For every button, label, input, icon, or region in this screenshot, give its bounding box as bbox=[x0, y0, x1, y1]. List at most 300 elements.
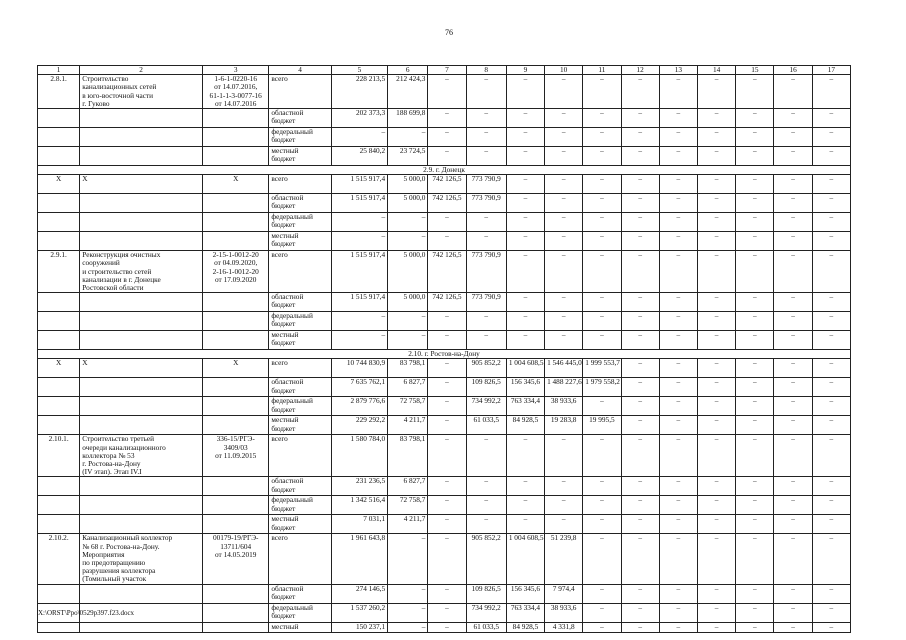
value-cell: – bbox=[331, 213, 387, 232]
value-cell: – bbox=[736, 312, 774, 331]
value-cell: – bbox=[812, 397, 850, 416]
value-cell: – bbox=[659, 378, 697, 397]
value-cell: 4 211,7 bbox=[388, 515, 428, 534]
value-cell: – bbox=[545, 109, 583, 128]
value-cell: 1 488 227,6 bbox=[545, 378, 583, 397]
value-cell: – bbox=[698, 477, 736, 496]
value-cell: – bbox=[428, 435, 466, 477]
funding-source-cell: областной бюджет bbox=[269, 194, 331, 213]
value-cell: – bbox=[428, 232, 466, 251]
value-cell: – bbox=[698, 603, 736, 622]
funding-source-cell: федеральный бюджет bbox=[269, 128, 331, 147]
value-cell: – bbox=[736, 435, 774, 477]
value-cell: 6 827,7 bbox=[388, 477, 428, 496]
value-cell: – bbox=[583, 194, 621, 213]
value-cell: 1 979 558,2 bbox=[583, 378, 621, 397]
value-cell: – bbox=[506, 477, 544, 496]
expertise-cell bbox=[203, 378, 269, 397]
object-name-cell bbox=[80, 147, 203, 166]
funding-source-cell: местный бюджет bbox=[269, 232, 331, 251]
object-name-cell: Строительство канализационных сетей в юго-восточной части г. Гуково bbox=[80, 75, 203, 109]
value-cell: – bbox=[621, 232, 659, 251]
funding-source-cell: федеральный бюджет bbox=[269, 312, 331, 331]
value-cell: – bbox=[388, 128, 428, 147]
value-cell: – bbox=[583, 435, 621, 477]
value-cell: 72 758,7 bbox=[388, 397, 428, 416]
table-row bbox=[38, 312, 851, 331]
value-cell: – bbox=[812, 477, 850, 496]
value-cell: – bbox=[736, 175, 774, 194]
value-cell: 150 237,1 bbox=[331, 622, 387, 632]
value-cell: 83 798,1 bbox=[388, 359, 428, 378]
value-cell: – bbox=[583, 622, 621, 632]
value-cell: 1 515 917,4 bbox=[331, 251, 387, 293]
value-cell: – bbox=[466, 496, 506, 515]
table-header-row bbox=[38, 66, 851, 75]
value-cell: – bbox=[388, 534, 428, 584]
value-cell: – bbox=[506, 109, 544, 128]
value-cell: – bbox=[621, 496, 659, 515]
value-cell: – bbox=[812, 603, 850, 622]
item-number-cell: Х bbox=[38, 175, 80, 194]
funding-source-cell: местный bbox=[269, 622, 331, 632]
value-cell: – bbox=[698, 312, 736, 331]
value-cell: – bbox=[774, 232, 812, 251]
value-cell: – bbox=[698, 147, 736, 166]
page-number: 76 bbox=[445, 28, 453, 37]
value-cell: 109 826,5 bbox=[466, 378, 506, 397]
value-cell: – bbox=[583, 603, 621, 622]
value-cell: – bbox=[736, 496, 774, 515]
value-cell: – bbox=[583, 109, 621, 128]
column-header: 2 bbox=[80, 66, 203, 75]
value-cell: – bbox=[698, 194, 736, 213]
table-row bbox=[38, 251, 851, 293]
value-cell: – bbox=[506, 312, 544, 331]
value-cell: – bbox=[659, 534, 697, 584]
value-cell: – bbox=[388, 622, 428, 632]
value-cell: – bbox=[812, 622, 850, 632]
funding-source-cell: всего bbox=[269, 75, 331, 109]
value-cell: – bbox=[583, 312, 621, 331]
value-cell: 734 992,2 bbox=[466, 397, 506, 416]
column-header: 1 bbox=[38, 66, 80, 75]
value-cell: – bbox=[545, 312, 583, 331]
value-cell: 742 126,5 bbox=[428, 293, 466, 312]
value-cell: – bbox=[812, 175, 850, 194]
value-cell: – bbox=[583, 397, 621, 416]
value-cell: 23 724,5 bbox=[388, 147, 428, 166]
value-cell: – bbox=[466, 232, 506, 251]
column-header: 7 bbox=[428, 66, 466, 75]
expertise-cell bbox=[203, 331, 269, 350]
value-cell: – bbox=[659, 603, 697, 622]
object-name-cell bbox=[80, 194, 203, 213]
expertise-cell bbox=[203, 312, 269, 331]
value-cell: 742 126,5 bbox=[428, 175, 466, 194]
value-cell: 1 342 516,4 bbox=[331, 496, 387, 515]
footer-file-path: X:\ORST\Ppo\0529p397.f23.docx bbox=[38, 609, 135, 617]
funding-source-cell: федеральный бюджет bbox=[269, 496, 331, 515]
value-cell: – bbox=[736, 331, 774, 350]
value-cell: 7 974,4 bbox=[545, 584, 583, 603]
value-cell: – bbox=[621, 603, 659, 622]
value-cell: – bbox=[428, 603, 466, 622]
value-cell: – bbox=[621, 584, 659, 603]
object-name-cell bbox=[80, 232, 203, 251]
value-cell: – bbox=[698, 293, 736, 312]
value-cell: – bbox=[621, 75, 659, 109]
value-cell: – bbox=[506, 194, 544, 213]
value-cell: – bbox=[736, 75, 774, 109]
value-cell: 1 515 917,4 bbox=[331, 194, 387, 213]
expertise-cell bbox=[203, 109, 269, 128]
budget-table bbox=[37, 65, 851, 633]
expertise-cell: 1-6-1-0220-16 от 14.07.2016, 61-1-1-3-0077-16 от 14.07.2016 bbox=[203, 75, 269, 109]
value-cell: – bbox=[466, 312, 506, 331]
value-cell: – bbox=[583, 293, 621, 312]
table-row bbox=[38, 515, 851, 534]
funding-source-cell: всего bbox=[269, 175, 331, 194]
value-cell: – bbox=[659, 622, 697, 632]
value-cell: – bbox=[812, 416, 850, 435]
funding-source-cell: местный бюджет bbox=[269, 416, 331, 435]
value-cell: – bbox=[428, 75, 466, 109]
object-name-cell bbox=[80, 515, 203, 534]
value-cell: – bbox=[659, 75, 697, 109]
value-cell: 7 031,1 bbox=[331, 515, 387, 534]
table-row bbox=[38, 534, 851, 584]
value-cell: – bbox=[774, 213, 812, 232]
column-header: 6 bbox=[388, 66, 428, 75]
value-cell: – bbox=[736, 293, 774, 312]
value-cell: – bbox=[736, 359, 774, 378]
value-cell: 84 928,5 bbox=[506, 622, 544, 632]
value-cell: – bbox=[621, 128, 659, 147]
value-cell: 1 999 553,7 bbox=[583, 359, 621, 378]
value-cell: – bbox=[466, 213, 506, 232]
value-cell: – bbox=[506, 213, 544, 232]
value-cell: – bbox=[698, 331, 736, 350]
expertise-cell bbox=[203, 213, 269, 232]
value-cell: – bbox=[506, 293, 544, 312]
value-cell: 72 758,7 bbox=[388, 496, 428, 515]
value-cell: – bbox=[428, 496, 466, 515]
expertise-cell: 2-15-1-0012-20 от 04.09.2020, 2-16-1-0012-20 от 17.09.2020 bbox=[203, 251, 269, 293]
value-cell: – bbox=[812, 534, 850, 584]
expertise-cell bbox=[203, 232, 269, 251]
value-cell: – bbox=[583, 496, 621, 515]
value-cell: – bbox=[812, 359, 850, 378]
value-cell: 734 992,2 bbox=[466, 603, 506, 622]
value-cell: – bbox=[545, 147, 583, 166]
value-cell: – bbox=[659, 251, 697, 293]
funding-source-cell: федеральный бюджет bbox=[269, 397, 331, 416]
value-cell: 5 000,0 bbox=[388, 194, 428, 213]
value-cell: – bbox=[659, 175, 697, 194]
value-cell: – bbox=[736, 194, 774, 213]
column-header: 12 bbox=[621, 66, 659, 75]
column-header: 14 bbox=[698, 66, 736, 75]
value-cell: – bbox=[774, 147, 812, 166]
value-cell: 274 146,5 bbox=[331, 584, 387, 603]
value-cell: – bbox=[583, 534, 621, 584]
value-cell: – bbox=[583, 128, 621, 147]
value-cell: – bbox=[428, 109, 466, 128]
value-cell: 212 424,3 bbox=[388, 75, 428, 109]
value-cell: – bbox=[698, 378, 736, 397]
value-cell: – bbox=[659, 312, 697, 331]
value-cell: – bbox=[736, 534, 774, 584]
value-cell: – bbox=[583, 515, 621, 534]
value-cell: – bbox=[506, 128, 544, 147]
column-header: 13 bbox=[659, 66, 697, 75]
value-cell: – bbox=[812, 109, 850, 128]
value-cell: 1 546 445,0 bbox=[545, 359, 583, 378]
value-cell: – bbox=[812, 515, 850, 534]
value-cell: – bbox=[621, 416, 659, 435]
value-cell: – bbox=[698, 534, 736, 584]
item-number-cell: 2.10.1. bbox=[38, 435, 80, 477]
table-row bbox=[38, 109, 851, 128]
value-cell: – bbox=[621, 194, 659, 213]
object-name-cell bbox=[80, 331, 203, 350]
value-cell: – bbox=[659, 397, 697, 416]
value-cell: – bbox=[428, 213, 466, 232]
object-name-cell: Канализационный коллектор № 68 г. Ростова-на-Дону. Мероприятия по предотвращению разрушения коллектора (Томильный участок bbox=[80, 534, 203, 584]
value-cell: 51 239,8 bbox=[545, 534, 583, 584]
value-cell: – bbox=[774, 496, 812, 515]
value-cell: 202 373,3 bbox=[331, 109, 387, 128]
value-cell: – bbox=[428, 378, 466, 397]
value-cell: 742 126,5 bbox=[428, 251, 466, 293]
table-row bbox=[38, 622, 851, 632]
object-name-cell bbox=[80, 109, 203, 128]
value-cell: 2 879 776,6 bbox=[331, 397, 387, 416]
value-cell: – bbox=[698, 416, 736, 435]
value-cell: – bbox=[466, 331, 506, 350]
item-number-cell bbox=[38, 213, 80, 232]
value-cell: 773 790,9 bbox=[466, 251, 506, 293]
value-cell: – bbox=[331, 232, 387, 251]
object-name-cell: Х bbox=[80, 359, 203, 378]
value-cell: – bbox=[774, 477, 812, 496]
column-header: 4 bbox=[269, 66, 331, 75]
value-cell: – bbox=[698, 128, 736, 147]
expertise-cell bbox=[203, 477, 269, 496]
value-cell: – bbox=[698, 496, 736, 515]
value-cell: – bbox=[583, 147, 621, 166]
value-cell: – bbox=[812, 147, 850, 166]
table-row bbox=[38, 477, 851, 496]
value-cell: – bbox=[388, 584, 428, 603]
value-cell: – bbox=[506, 435, 544, 477]
value-cell: – bbox=[545, 175, 583, 194]
object-name-cell bbox=[80, 213, 203, 232]
funding-source-cell: всего bbox=[269, 534, 331, 584]
item-number-cell bbox=[38, 232, 80, 251]
value-cell: – bbox=[659, 147, 697, 166]
value-cell: – bbox=[774, 359, 812, 378]
value-cell: – bbox=[659, 128, 697, 147]
value-cell: – bbox=[812, 251, 850, 293]
value-cell: – bbox=[428, 416, 466, 435]
value-cell: – bbox=[506, 232, 544, 251]
funding-source-cell: всего bbox=[269, 359, 331, 378]
value-cell: – bbox=[506, 147, 544, 166]
table-row bbox=[38, 75, 851, 109]
value-cell: – bbox=[428, 534, 466, 584]
funding-source-cell: федеральный бюджет bbox=[269, 213, 331, 232]
table-row bbox=[38, 175, 851, 194]
value-cell: 229 292,2 bbox=[331, 416, 387, 435]
value-cell: – bbox=[774, 515, 812, 534]
column-header: 15 bbox=[736, 66, 774, 75]
value-cell: – bbox=[428, 147, 466, 166]
table-row bbox=[38, 435, 851, 477]
funding-source-cell: местный бюджет bbox=[269, 147, 331, 166]
value-cell: – bbox=[621, 331, 659, 350]
funding-source-cell: всего bbox=[269, 251, 331, 293]
item-number-cell bbox=[38, 416, 80, 435]
expertise-cell: Х bbox=[203, 175, 269, 194]
value-cell: – bbox=[698, 213, 736, 232]
value-cell: – bbox=[659, 477, 697, 496]
item-number-cell: 2.8.1. bbox=[38, 75, 80, 109]
column-header: 8 bbox=[466, 66, 506, 75]
item-number-cell bbox=[38, 128, 80, 147]
value-cell: – bbox=[428, 584, 466, 603]
value-cell: 773 790,9 bbox=[466, 194, 506, 213]
funding-source-cell: федеральный бюджет bbox=[269, 603, 331, 622]
value-cell: – bbox=[466, 477, 506, 496]
funding-source-cell: областной бюджет bbox=[269, 378, 331, 397]
value-cell: – bbox=[698, 435, 736, 477]
value-cell: – bbox=[621, 147, 659, 166]
object-name-cell bbox=[80, 477, 203, 496]
item-number-cell bbox=[38, 378, 80, 397]
value-cell: 763 334,4 bbox=[506, 603, 544, 622]
value-cell: – bbox=[774, 331, 812, 350]
funding-source-cell: областной бюджет bbox=[269, 109, 331, 128]
value-cell: 83 798,1 bbox=[388, 435, 428, 477]
value-cell: 19 283,8 bbox=[545, 416, 583, 435]
expertise-cell: 00179-19/РГЭ- 13711/604 от 14.05.2019 bbox=[203, 534, 269, 584]
value-cell: – bbox=[698, 232, 736, 251]
value-cell: – bbox=[545, 251, 583, 293]
column-header: 5 bbox=[331, 66, 387, 75]
value-cell: – bbox=[659, 496, 697, 515]
expertise-cell bbox=[203, 515, 269, 534]
value-cell: – bbox=[736, 251, 774, 293]
value-cell: – bbox=[545, 496, 583, 515]
expertise-cell bbox=[203, 603, 269, 622]
value-cell: – bbox=[659, 584, 697, 603]
table-row bbox=[38, 194, 851, 213]
value-cell: 5 000,0 bbox=[388, 293, 428, 312]
expertise-cell bbox=[203, 622, 269, 632]
table-row bbox=[38, 331, 851, 350]
value-cell: 742 126,5 bbox=[428, 194, 466, 213]
value-cell: – bbox=[774, 622, 812, 632]
value-cell: 7 635 762,1 bbox=[331, 378, 387, 397]
value-cell: – bbox=[388, 232, 428, 251]
item-number-cell bbox=[38, 622, 80, 632]
item-number-cell bbox=[38, 397, 80, 416]
value-cell: – bbox=[736, 584, 774, 603]
value-cell: – bbox=[331, 312, 387, 331]
value-cell: – bbox=[774, 603, 812, 622]
value-cell: – bbox=[812, 584, 850, 603]
table-row bbox=[38, 147, 851, 166]
value-cell: – bbox=[428, 331, 466, 350]
value-cell: – bbox=[545, 331, 583, 350]
value-cell: – bbox=[583, 251, 621, 293]
value-cell: 1 961 643,8 bbox=[331, 534, 387, 584]
value-cell: – bbox=[736, 128, 774, 147]
value-cell: – bbox=[331, 128, 387, 147]
value-cell: – bbox=[774, 584, 812, 603]
table-row bbox=[38, 416, 851, 435]
funding-source-cell: всего bbox=[269, 435, 331, 477]
value-cell: – bbox=[659, 109, 697, 128]
value-cell: 5 000,0 bbox=[388, 251, 428, 293]
value-cell: – bbox=[736, 232, 774, 251]
value-cell: 156 345,6 bbox=[506, 378, 544, 397]
table-row bbox=[38, 397, 851, 416]
value-cell: – bbox=[698, 359, 736, 378]
object-name-cell bbox=[80, 416, 203, 435]
item-number-cell bbox=[38, 477, 80, 496]
item-number-cell bbox=[38, 293, 80, 312]
value-cell: – bbox=[331, 331, 387, 350]
funding-source-cell: областной бюджет bbox=[269, 584, 331, 603]
value-cell: – bbox=[774, 435, 812, 477]
value-cell: – bbox=[545, 232, 583, 251]
value-cell: – bbox=[621, 477, 659, 496]
object-name-cell bbox=[80, 378, 203, 397]
value-cell: – bbox=[506, 496, 544, 515]
value-cell: – bbox=[545, 515, 583, 534]
value-cell: – bbox=[774, 128, 812, 147]
value-cell: – bbox=[621, 515, 659, 534]
value-cell: – bbox=[428, 477, 466, 496]
value-cell: – bbox=[388, 312, 428, 331]
value-cell: – bbox=[545, 293, 583, 312]
item-number-cell: 2.9.1. bbox=[38, 251, 80, 293]
value-cell: – bbox=[812, 75, 850, 109]
funding-source-cell: местный бюджет bbox=[269, 515, 331, 534]
object-name-cell bbox=[80, 293, 203, 312]
object-name-cell: Х bbox=[80, 175, 203, 194]
expertise-cell bbox=[203, 496, 269, 515]
value-cell: – bbox=[812, 213, 850, 232]
value-cell: – bbox=[466, 75, 506, 109]
value-cell: – bbox=[466, 515, 506, 534]
value-cell: – bbox=[506, 251, 544, 293]
value-cell: – bbox=[466, 128, 506, 147]
expertise-cell bbox=[203, 147, 269, 166]
value-cell: – bbox=[428, 515, 466, 534]
value-cell: 1 004 608,5 bbox=[506, 534, 544, 584]
column-header: 11 bbox=[583, 66, 621, 75]
value-cell: – bbox=[428, 359, 466, 378]
value-cell: – bbox=[583, 175, 621, 194]
value-cell: – bbox=[736, 603, 774, 622]
value-cell: 231 236,5 bbox=[331, 477, 387, 496]
table-row bbox=[38, 584, 851, 603]
value-cell: – bbox=[621, 435, 659, 477]
